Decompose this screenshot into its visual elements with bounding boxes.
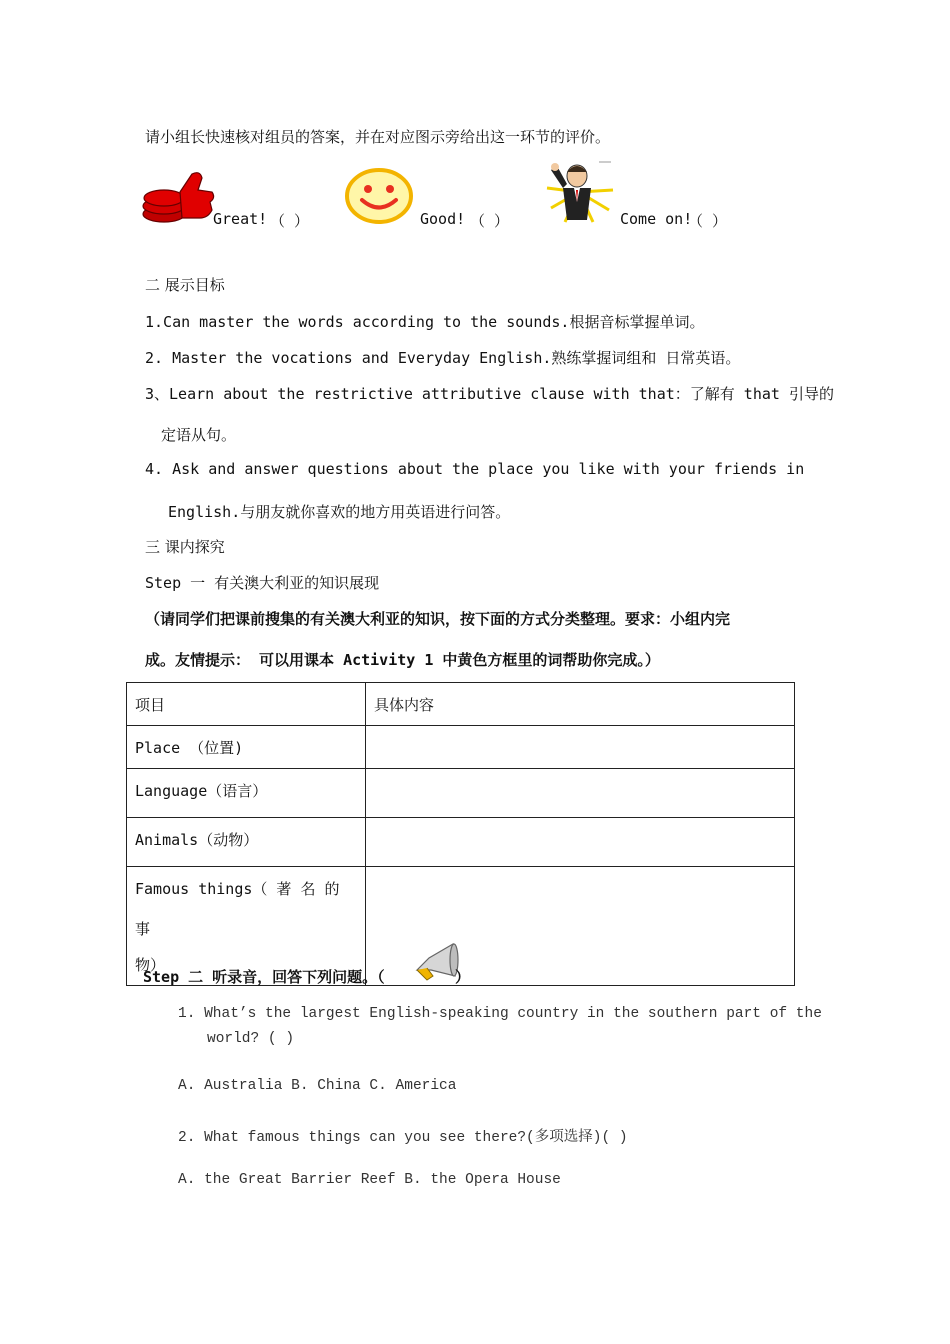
- rating-great-paren: （ ）: [270, 212, 310, 230]
- thumbs-up-icon: [142, 168, 216, 226]
- table-header-row: [127, 683, 795, 726]
- step2-title-close: ）: [455, 968, 471, 986]
- table-cell-item: Place （位置): [127, 726, 366, 769]
- table-row: [127, 726, 795, 769]
- question-1-line1: 1. What’s the largest English-speaking country in the southern part of the: [178, 1006, 822, 1022]
- question-1-options: A. Australia B. China C. America: [178, 1078, 457, 1094]
- question-2-options: A. the Great Barrier Reef B. the Opera House: [178, 1172, 561, 1188]
- section2-heading: 二 展示目标: [145, 276, 225, 294]
- goal-1: 1.Can master the words according to the sounds.根据音标掌握单词。: [145, 313, 705, 331]
- table-cell-content[interactable]: [366, 726, 795, 769]
- question-1-line2: world? ( ): [207, 1031, 295, 1047]
- step1-instruction-line2: 成。友情提示： 可以用课本 Activity 1 中黄色方框里的词帮助你完成。）: [145, 651, 660, 669]
- rating-good-label: Good!: [420, 210, 466, 228]
- goal-4-continued: English.与朋友就你喜欢的地方用英语进行问答。: [168, 503, 511, 521]
- rating-comeon-label: Come on!: [620, 210, 693, 228]
- table-cell-item-line2: 物）: [135, 956, 166, 974]
- table-cell-content[interactable]: [366, 769, 795, 818]
- table-header-item: 项目: [127, 683, 366, 726]
- table-row: [127, 818, 795, 867]
- table-header-content: 具体内容: [366, 683, 795, 726]
- goal-4: 4. Ask and answer questions about the place you like with your friends in: [145, 460, 805, 478]
- table-cell-content[interactable]: [366, 818, 795, 867]
- goal-2: 2. Master the vocations and Everyday English.熟练掌握词组和 日常英语。: [145, 349, 741, 367]
- goal-3-continued: 定语从句。: [161, 426, 237, 444]
- section3-heading: 三 课内探究: [145, 538, 225, 556]
- australia-knowledge-table: [126, 682, 795, 986]
- intro-text: 请小组长快速核对组员的答案，并在对应图示旁给出这一环节的评价。: [145, 128, 611, 146]
- smiley-face-icon: [344, 167, 414, 225]
- rating-great-label: Great!: [213, 210, 268, 228]
- cheering-man-icon: [543, 158, 615, 226]
- table-cell-item: Animals（动物）: [127, 818, 366, 867]
- question-2: 2. What famous things can you see there?(多项选择)( ): [178, 1130, 628, 1146]
- step1-instruction-line1: （请同学们把课前搜集的有关澳大利亚的知识，按下面的方式分类整理。要求：小组内完: [145, 610, 731, 628]
- rating-good-paren: （ ）: [470, 212, 510, 230]
- rating-comeon-paren: （ ）: [688, 212, 728, 230]
- goal-3: 3、Learn about the restrictive attributive clause with that：了解有 that 引导的: [145, 385, 834, 403]
- step2-title: Step 二 听录音，回答下列问题。（: [143, 968, 385, 986]
- table-row: [127, 769, 795, 818]
- step1-title: Step 一 有关澳大利亚的知识展现: [145, 574, 380, 592]
- table-cell-item: Language（语言）: [127, 769, 366, 818]
- speaker-icon[interactable]: [413, 940, 459, 982]
- table-cell-item-line1: Famous things（ 著 名 的 事: [135, 880, 340, 938]
